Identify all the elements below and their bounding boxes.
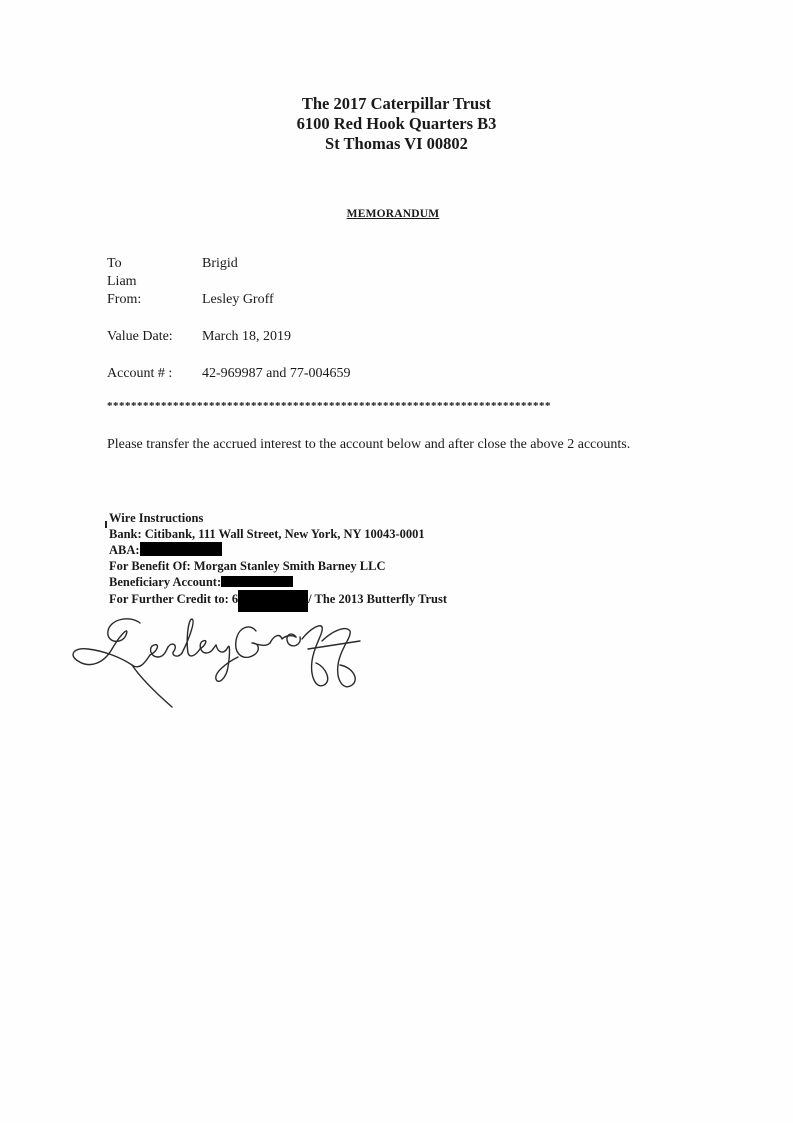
value-date-value: March 18, 2019	[202, 329, 292, 344]
account-value: 42-969987 and 77-004659	[202, 366, 351, 381]
redaction-block	[140, 542, 222, 556]
trust-city-line: St Thomas VI 00802	[325, 134, 468, 153]
account-label: Account # :	[107, 366, 173, 381]
aba-label: ABA:	[109, 543, 140, 557]
wire-benefit: For Benefit Of: Morgan Stanley Smith Barney LLC	[109, 559, 386, 573]
trust-name: The 2017 Caterpillar Trust	[301, 94, 492, 113]
stray-mark	[105, 521, 107, 528]
letterhead	[0, 94, 793, 154]
wire-beneficiary	[109, 574, 293, 590]
to-extra-recipient: Liam	[107, 274, 137, 289]
handwritten-signature	[60, 605, 390, 720]
redaction-block	[221, 576, 293, 587]
body-text: Please transfer the accrued interest to the account below and after close the above 2 accounts.	[107, 437, 631, 452]
memo-title: MEMORANDUM	[346, 208, 440, 220]
wire-aba	[109, 542, 222, 558]
to-value: Brigid	[202, 256, 238, 271]
to-label: To	[107, 256, 122, 271]
wire-heading: Wire Instructions	[109, 511, 204, 525]
trust-address-line: 6100 Red Hook Quarters B3	[296, 114, 497, 133]
from-label: From:	[107, 292, 142, 307]
wire-bank: Bank: Citibank, 111 Wall Street, New York, NY 10043-0001	[109, 527, 425, 541]
from-value: Lesley Groff	[202, 292, 274, 307]
further-credit-label: For Further Credit to: 6	[109, 592, 239, 606]
further-credit-suffix: / The 2013 Butterfly Trust	[308, 592, 448, 606]
value-date-label: Value Date:	[107, 329, 173, 344]
beneficiary-label: Beneficiary Account:	[109, 575, 222, 589]
separator-line: **************************************************************************	[107, 400, 551, 412]
